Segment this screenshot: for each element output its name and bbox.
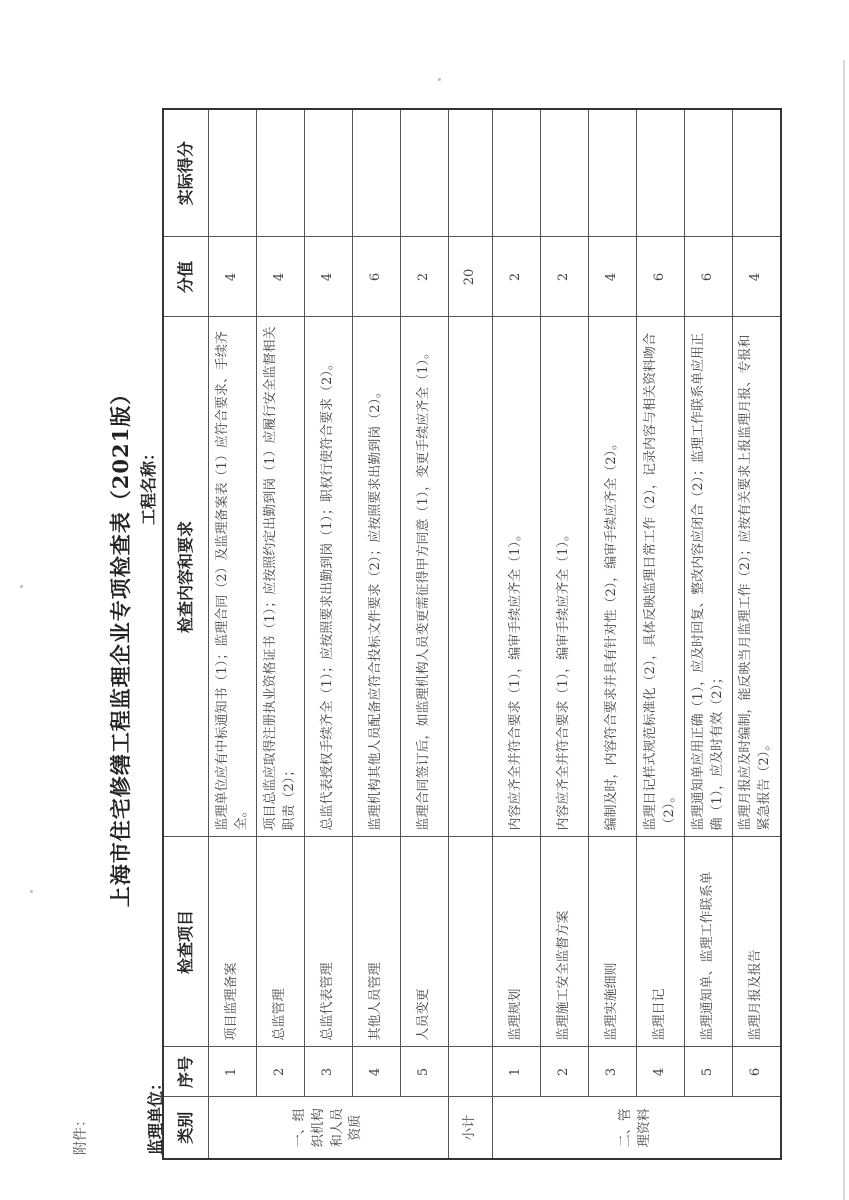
project-name-label: 工程名称： — [139, 444, 158, 525]
check-item: 人员变更 — [401, 837, 449, 1047]
check-content: 项目总监应取得注册执业资格证书（1）；应按照约定出勤到岗（1）应履行安全监督相关职责（2）； — [257, 317, 305, 837]
table-row — [637, 109, 685, 1159]
score-value: 4 — [733, 237, 781, 317]
table-row — [209, 109, 257, 1159]
check-content: 编制及时，内容符合要求并具有针对性（2），编审手续应齐全（2）。 — [589, 317, 637, 837]
table-row — [353, 109, 401, 1159]
row-number: 4 — [353, 1047, 401, 1097]
row-number: 1 — [493, 1047, 541, 1097]
actual-score-cell[interactable] — [685, 109, 733, 237]
table-row — [541, 109, 589, 1159]
actual-score-cell[interactable] — [209, 109, 257, 237]
row-number: 4 — [637, 1047, 685, 1097]
actual-score-cell[interactable] — [637, 109, 685, 237]
actual-score-cell[interactable] — [305, 109, 353, 237]
score-value: 4 — [209, 237, 257, 317]
table-row — [685, 109, 733, 1159]
score-value: 2 — [401, 237, 449, 317]
attachment-label: 附件： — [73, 1113, 89, 1155]
scan-speck — [20, 585, 23, 588]
col-header-content: 检查内容和要求 — [163, 317, 209, 837]
category-cell: 一、组织机构和人员资质 — [209, 1097, 449, 1159]
check-item: 总监代表管理 — [305, 837, 353, 1047]
table-row — [493, 109, 541, 1159]
col-header-category: 类别 — [163, 1097, 209, 1159]
check-content: 监理日记样式规范标准化（2），具体反映监理日常工作（2），记录内容与相关资料吻合（2）。 — [637, 317, 685, 837]
col-header-number: 序号 — [163, 1047, 209, 1097]
row-number: 3 — [305, 1047, 353, 1097]
row-number: 1 — [209, 1047, 257, 1097]
check-content: 监理月报应及时编制，能反映当月监理工作（2）；应按有关要求上报监理月报、专报和紧急报告（2）。 — [733, 317, 781, 837]
check-item: 监理通知单、监理工作联系单 — [685, 837, 733, 1047]
actual-score-cell[interactable] — [401, 109, 449, 237]
actual-score-cell[interactable] — [493, 109, 541, 237]
check-item: 监理施工安全监督方案 — [541, 837, 589, 1047]
check-item: 监理日记 — [637, 837, 685, 1047]
check-content: 监理单位应有中标通知书（1）；监理合同（2）及监理备案表（1）应符合要求、手续齐全。 — [209, 317, 257, 837]
category-cell: 二、管理资料 — [493, 1097, 781, 1159]
actual-score-cell[interactable] — [257, 109, 305, 237]
table-row — [589, 109, 637, 1159]
subtotal-row — [449, 109, 493, 1159]
score-value: 6 — [685, 237, 733, 317]
empty-cell — [449, 1047, 493, 1097]
check-item: 监理月报及报告 — [733, 837, 781, 1047]
subtotal-label: 小计 — [449, 1097, 493, 1159]
page-title: 上海市住宅修缮工程监理企业专项检查表（2021版） — [108, 382, 133, 908]
subtotal-score: 20 — [449, 237, 493, 317]
check-item: 总监管理 — [257, 837, 305, 1047]
check-item: 监理规划 — [493, 837, 541, 1047]
check-content: 监理合同签订后，如监理机构人员变更需征得甲方同意（1），变更手续应齐全（1）。 — [401, 317, 449, 837]
check-item: 其他人员管理 — [353, 837, 401, 1047]
table-row — [305, 109, 353, 1159]
check-item: 监理实施细则 — [589, 837, 637, 1047]
scan-speck — [30, 890, 33, 893]
row-number: 2 — [257, 1047, 305, 1097]
scan-edge-line — [843, 60, 845, 1200]
table-row — [257, 109, 305, 1159]
table-row — [733, 109, 781, 1159]
row-number: 5 — [401, 1047, 449, 1097]
actual-score-cell[interactable] — [589, 109, 637, 237]
score-value: 4 — [257, 237, 305, 317]
score-value: 2 — [493, 237, 541, 317]
row-number: 3 — [589, 1047, 637, 1097]
check-content: 监理通知单应用正确（1），应及时回复、整改内容应闭合（2）；监理工作联系单应用正确（1），应及时有效（2）； — [685, 317, 733, 837]
check-content: 监理机构其他人员配备应符合投标文件要求（2）；应按照要求出勤到岗（2）。 — [353, 317, 401, 837]
inspection-table — [162, 108, 782, 1160]
score-value: 6 — [637, 237, 685, 317]
rotated-page — [60, 55, 820, 1165]
row-number: 2 — [541, 1047, 589, 1097]
actual-score-cell[interactable] — [353, 109, 401, 237]
table-row — [401, 109, 449, 1159]
score-value: 4 — [589, 237, 637, 317]
table-header-row — [163, 109, 209, 1159]
subtotal-actual-cell[interactable] — [449, 109, 493, 237]
empty-cell — [449, 837, 493, 1047]
col-header-item: 检查项目 — [163, 837, 209, 1047]
check-content: 总监代表授权手续齐全（1）；应按照要求出勤到岗（1）；职权行使符合要求（2）。 — [305, 317, 353, 837]
actual-score-cell[interactable] — [733, 109, 781, 237]
score-value: 4 — [305, 237, 353, 317]
col-header-actual: 实际得分 — [163, 109, 209, 237]
check-content: 内容应齐全并符合要求（1），编审手续应齐全（1）。 — [493, 317, 541, 837]
check-item: 项目监理备案 — [209, 837, 257, 1047]
score-value: 6 — [353, 237, 401, 317]
row-number: 5 — [685, 1047, 733, 1097]
actual-score-cell[interactable] — [541, 109, 589, 237]
row-number: 6 — [733, 1047, 781, 1097]
supervision-unit-label: 监理单位： — [146, 1074, 165, 1155]
check-content: 内容应齐全并符合要求（1），编审手续应齐全（1）。 — [541, 317, 589, 837]
empty-cell — [449, 317, 493, 837]
col-header-score: 分值 — [163, 237, 209, 317]
score-value: 2 — [541, 237, 589, 317]
